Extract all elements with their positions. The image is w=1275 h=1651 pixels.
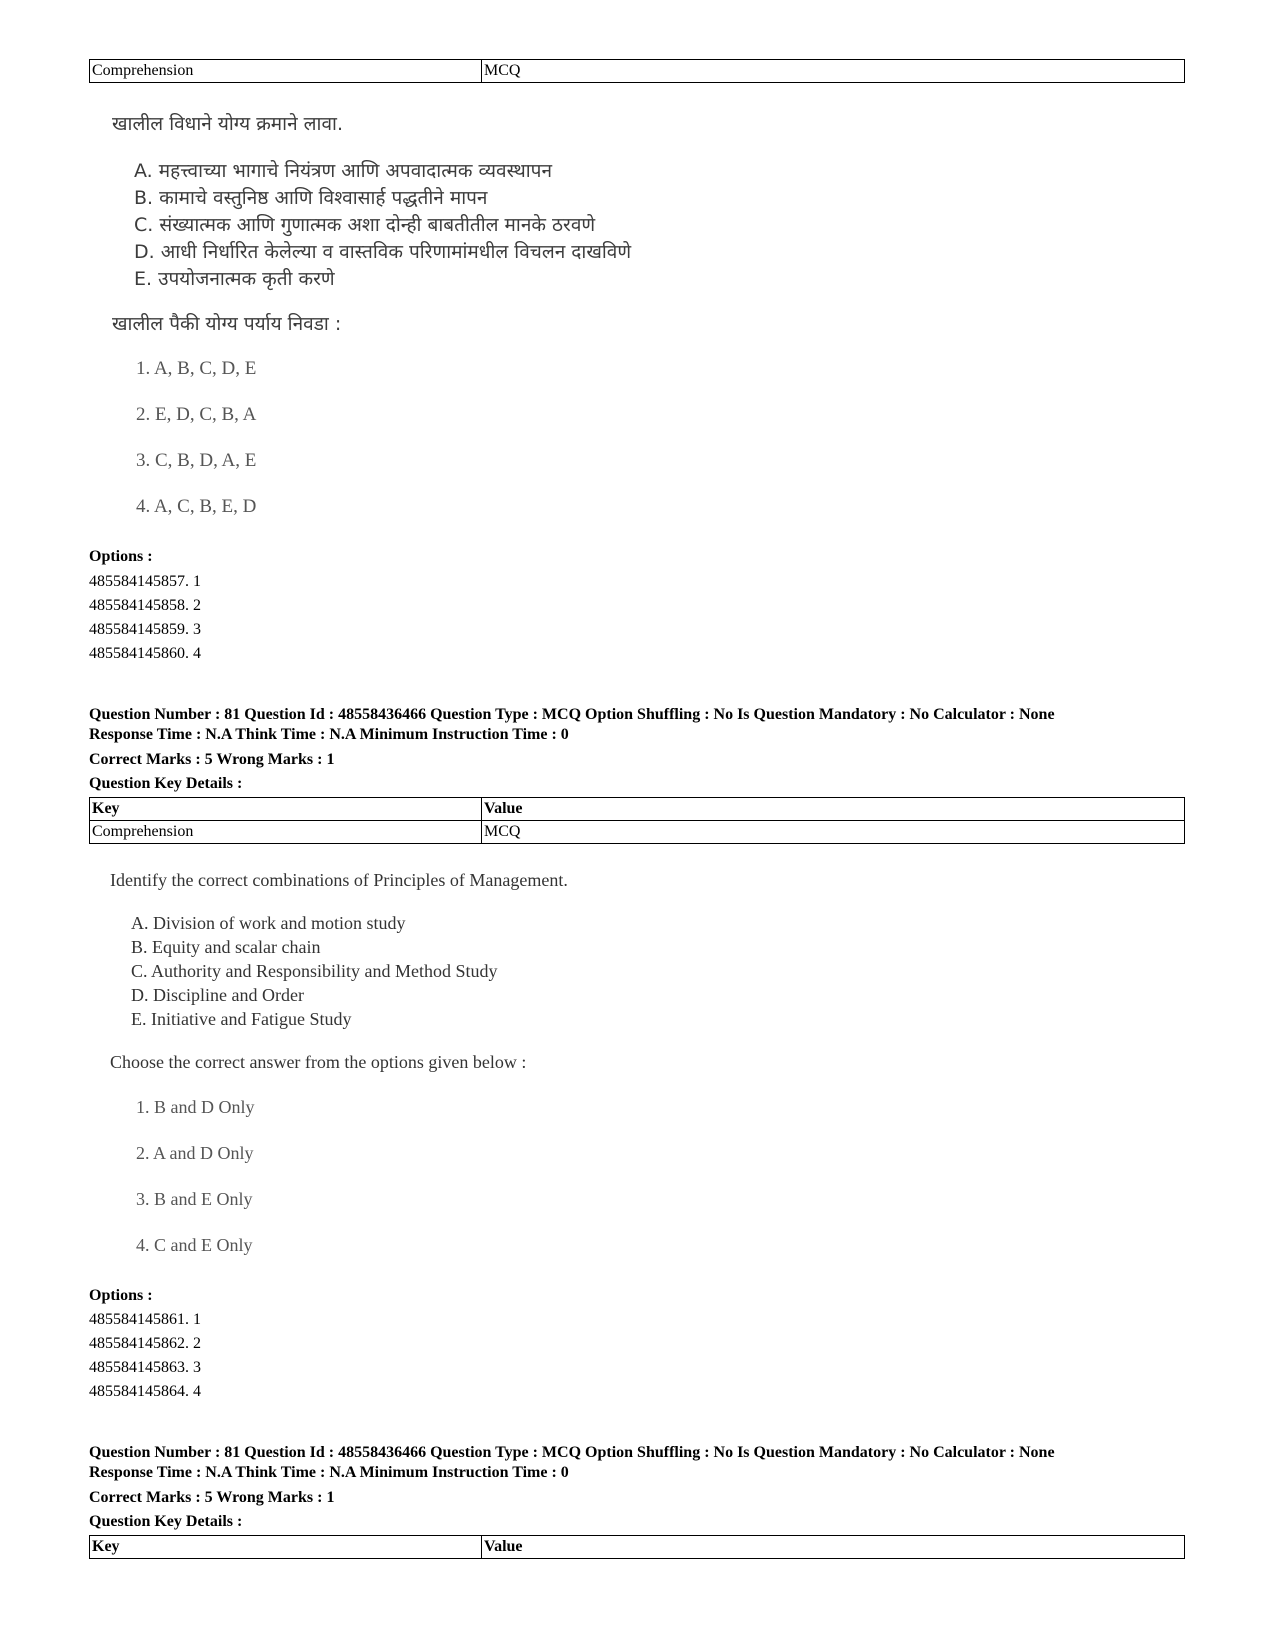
table-header-row <box>90 798 1185 821</box>
q2-choice-3: 3. B and E Only <box>136 1189 253 1209</box>
q2-option-4: 485584145864. 4 <box>89 1383 201 1400</box>
q1-statement-c: C. संख्यात्मक आणि गुणात्मक अशा दोन्ही बाबतीतील मानके ठरवणे <box>134 214 596 236</box>
value-header: Value <box>482 1536 1185 1559</box>
q2-statement-e: E. Initiative and Fatigue Study <box>131 1009 352 1029</box>
q1-statement-b: B. कामाचे वस्तुनिष्ठ आणि विश्वासार्ह पद्धतीने मापन <box>134 187 488 209</box>
q1-option-4: 485584145860. 4 <box>89 645 201 662</box>
q2-statement-b: B. Equity and scalar chain <box>131 937 321 957</box>
q1-prompt: खालील पैकी योग्य पर्याय निवडा : <box>112 313 342 335</box>
q1-option-3: 485584145859. 3 <box>89 621 201 638</box>
q1-statement-d: D. आधी निर्धारित केलेल्या व वास्तविक परिणामांमधील विचलन दाखविणे <box>134 241 632 263</box>
q1-statement-e: E. उपयोजनात्मक कृती करणे <box>134 268 335 290</box>
key-header: Key <box>90 798 482 821</box>
q2-choice-2: 2. A and D Only <box>136 1143 254 1163</box>
q2-statement-d: D. Discipline and Order <box>131 985 304 1005</box>
table-row <box>90 821 1185 844</box>
q1-choice-4: 4. A, C, B, E, D <box>136 496 257 517</box>
key-cell: Comprehension <box>90 60 482 83</box>
q3-meta-line-1: Question Number : 81 Question Id : 48558436466 Question Type : MCQ Option Shuffling : No Is Question Mandatory : No Calculator : None <box>89 1444 1055 1461</box>
q3-key-table <box>89 1535 1185 1559</box>
q1-option-2: 485584145858. 2 <box>89 597 201 614</box>
key-header: Key <box>90 1536 482 1559</box>
q2-instruction: Identify the correct combinations of Principles of Management. <box>110 870 568 890</box>
q2-statement-c: C. Authority and Responsibility and Method Study <box>131 961 498 981</box>
q2-choice-4: 4. C and E Only <box>136 1235 253 1255</box>
q3-marks: Correct Marks : 5 Wrong Marks : 1 <box>89 1489 335 1506</box>
q1-choice-1: 1. A, B, C, D, E <box>136 358 257 379</box>
q2-choice-1: 1. B and D Only <box>136 1097 255 1117</box>
q1-statement-a: A. महत्त्वाच्या भागाचे नियंत्रण आणि अपवादात्मक व्यवस्थापन <box>134 160 553 182</box>
q3-meta-line-2: Response Time : N.A Think Time : N.A Minimum Instruction Time : 0 <box>89 1464 569 1481</box>
key-cell: Comprehension <box>90 821 482 844</box>
q2-meta-line-1: Question Number : 81 Question Id : 48558436466 Question Type : MCQ Option Shuffling : No Is Question Mandatory : No Calculator : None <box>89 706 1055 723</box>
table-row <box>90 60 1185 83</box>
q3-key-details-label: Question Key Details : <box>89 1513 243 1530</box>
q2-meta-line-2: Response Time : N.A Think Time : N.A Minimum Instruction Time : 0 <box>89 726 569 743</box>
q1-choice-3: 3. C, B, D, A, E <box>136 450 257 471</box>
value-header: Value <box>482 798 1185 821</box>
q2-key-table <box>89 797 1185 844</box>
q2-option-1: 485584145861. 1 <box>89 1311 201 1328</box>
q2-option-2: 485584145862. 2 <box>89 1335 201 1352</box>
q1-instruction: खालील विधाने योग्य क्रमाने लावा. <box>112 113 343 135</box>
q2-statement-a: A. Division of work and motion study <box>131 913 406 933</box>
top-key-table <box>89 59 1185 83</box>
q2-option-3: 485584145863. 3 <box>89 1359 201 1376</box>
q2-options-label: Options : <box>89 1287 153 1304</box>
value-cell: MCQ <box>482 60 1185 83</box>
q2-prompt: Choose the correct answer from the options given below : <box>110 1052 527 1072</box>
q1-options-label: Options : <box>89 548 153 565</box>
q1-choice-2: 2. E, D, C, B, A <box>136 404 257 425</box>
q2-marks: Correct Marks : 5 Wrong Marks : 1 <box>89 751 335 768</box>
q2-key-details-label: Question Key Details : <box>89 775 243 792</box>
q1-option-1: 485584145857. 1 <box>89 573 201 590</box>
value-cell: MCQ <box>482 821 1185 844</box>
table-header-row <box>90 1536 1185 1559</box>
